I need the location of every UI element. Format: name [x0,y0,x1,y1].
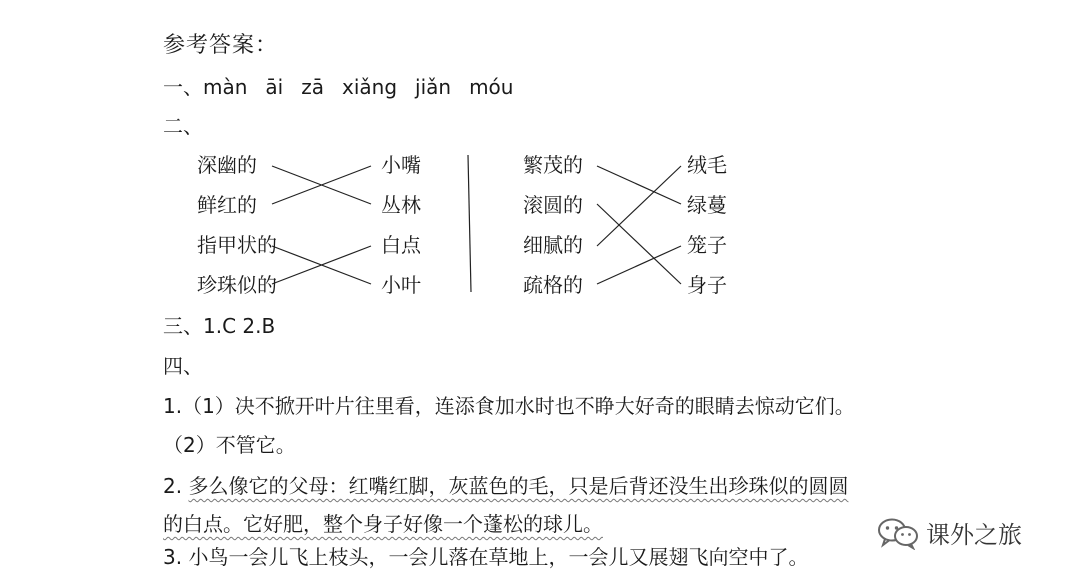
match-line [597,204,681,284]
match-left-word: 深幽的 [197,153,257,177]
watermark [876,515,1022,550]
pinyin-item: zā [301,75,324,99]
match-left-word: 滚圆的 [523,193,583,217]
answer-4-2-text: 多么像它的父母：红嘴红脚，灰蓝色的毛，只是后背还没生出珍珠似的圆圆 [188,474,849,498]
match-right-word: 绒毛 [687,153,727,177]
match-line [597,246,681,284]
answer-4-2-text: 的白点。它好肥，整个身子好像一个蓬松的球儿。 [163,512,603,536]
pinyin-item: xiǎng [342,75,398,99]
wechat-icon [876,516,920,550]
pinyin-item: jiǎn [415,75,452,99]
match-right-word: 笼子 [687,233,727,257]
section-3: 三、1.C 2.B [163,314,276,338]
pinyin-item: móu [469,75,514,99]
answer-4-2-line2 [163,512,603,536]
pinyin-item: màn [203,75,248,99]
match-line [597,166,681,246]
answer-4-1b: （2）不管它。 [163,433,296,457]
match-left-word: 细腻的 [523,233,583,257]
match-left-word: 繁茂的 [523,153,583,177]
match-right-word: 白点 [381,233,421,257]
match-right-word: 小叶 [381,273,421,297]
group-divider [468,155,471,292]
match-right-word: 小嘴 [381,153,421,177]
answer-4-2-line1 [163,474,848,498]
watermark-text: 课外之旅 [926,521,1022,549]
match-left-word: 鲜红的 [197,193,257,217]
section-2-label: 二、 [163,114,203,138]
match-line [597,166,681,204]
answer-4-3: 3. 小鸟一会儿飞上枝头，一会儿落在草地上，一会儿又展翅飞向空中了。 [163,545,809,569]
match-right-word: 身子 [687,273,727,297]
match-left-word: 珍珠似的 [197,273,277,297]
match-left-word: 疏格的 [523,273,583,297]
match-left-word: 指甲状的 [197,233,277,257]
answer-4-1: 1.（1）决不掀开叶片往里看，连添食加水时也不睁大好奇的眼睛去惊动它们。 [163,394,855,418]
answer-number: 2. [163,474,189,498]
pinyin-item: āi [265,75,284,99]
match-right-word: 绿蔓 [687,193,727,217]
match-right-word: 丛林 [381,193,421,217]
section-1-label: 一、 [163,75,203,99]
section-4-label: 四、 [163,354,203,378]
page-title: 参考答案： [163,33,279,58]
